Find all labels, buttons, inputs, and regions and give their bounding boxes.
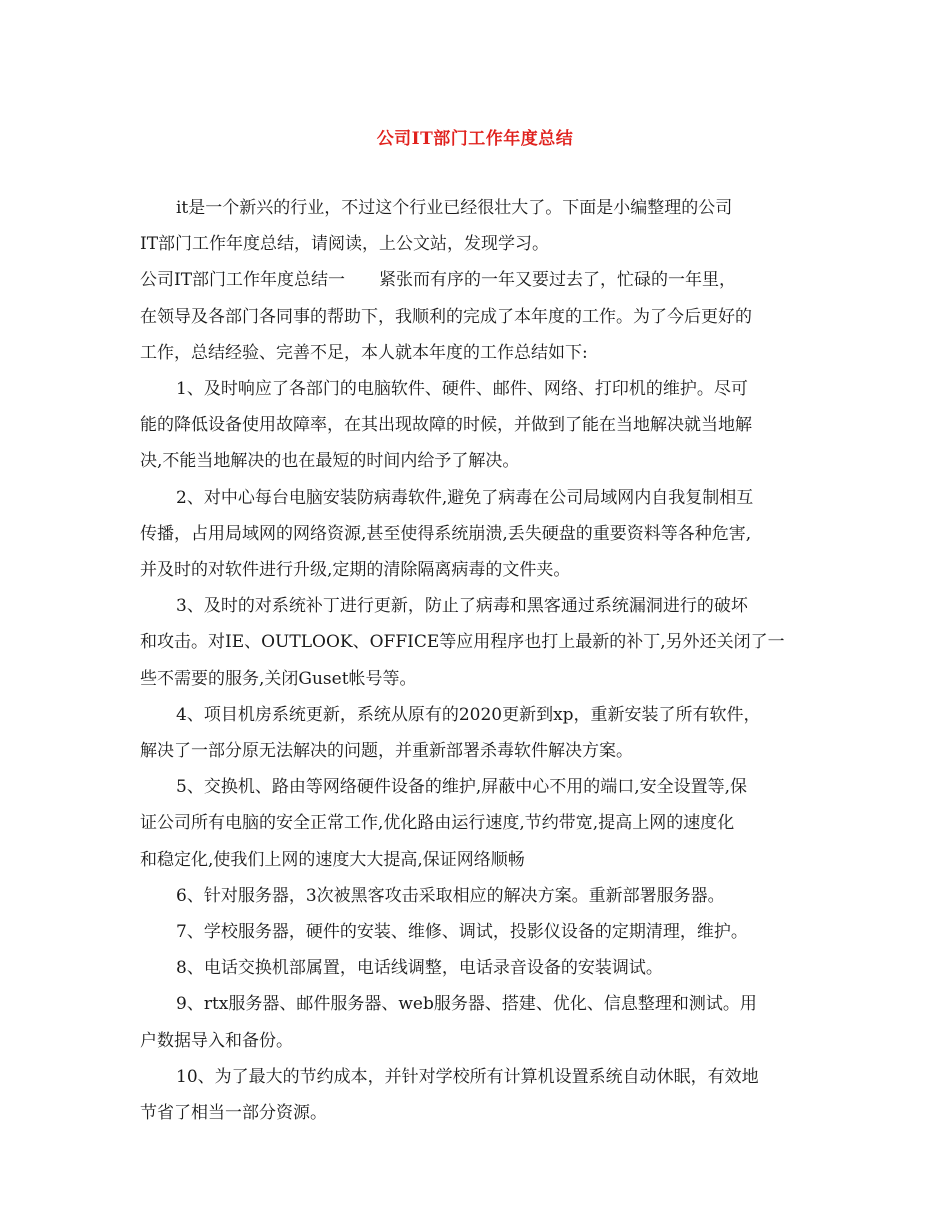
- paragraph-line: 并及时的对软件进行升级,定期的清除隔离病毒的文件夹。: [140, 560, 571, 581]
- paragraph-line: 1、及时响应了各部门的电脑软件、硬件、邮件、网络、打印机的维护。尽可: [176, 379, 748, 400]
- paragraph-line: 决,不能当地解决的也在最短的时间内给予了解决。: [140, 451, 520, 472]
- paragraph-line: 9、rtx服务器、邮件服务器、web服务器、搭建、优化、信息整理和测试。用: [176, 994, 757, 1015]
- document-title: 公司IT部门工作年度总结: [376, 129, 574, 149]
- paragraph-line: 工作，总结经验、完善不足，本人就本年度的工作总结如下:: [140, 342, 588, 363]
- paragraph-line: 传播，占用局域网的网络资源,甚至使得系统崩溃,丢失硬盘的重要资料等各种危害,: [140, 523, 752, 544]
- paragraph-line: 能的降低设备使用故障率，在其出现故障的时候，并做到了能在当地解决就当地解: [140, 415, 752, 436]
- paragraph-line: 公司IT部门工作年度总结一 紧张而有序的一年又要过去了，忙碌的一年里，: [140, 270, 737, 291]
- paragraph-line: 10、为了最大的节约成本，并针对学校所有计算机设置系统自动休眠，有效地: [176, 1066, 759, 1087]
- paragraph-line: 在领导及各部门各同事的帮助下，我顺利的完成了本年度的工作。为了今后更好的: [140, 306, 752, 327]
- paragraph-line: 解决了一部分原无法解决的问题，并重新部署杀毒软件解决方案。: [140, 741, 633, 762]
- paragraph-line: 证公司所有电脑的安全正常工作,优化路由运行速度,节约带宽,提高上网的速度化: [140, 813, 735, 834]
- paragraph-line: 户数据导入和备份。: [140, 1030, 293, 1051]
- paragraph-line: 和稳定化,使我们上网的速度大大提高,保证网络顺畅: [140, 849, 525, 870]
- paragraph-line: 8、电话交换机部属置，电话线调整，电话录音设备的安装调试。: [176, 958, 663, 979]
- paragraph-line: 5、交换机、路由等网络硬件设备的维护,屏蔽中心不用的端口,安全设置等,保: [176, 777, 748, 798]
- paragraph-line: 2、对中心每台电脑安装防病毒软件,避免了病毒在公司局域网内自我复制相互: [176, 487, 754, 508]
- paragraph-line: 些不需要的服务,关闭Guset帐号等。: [140, 668, 417, 689]
- paragraph-line: 4、项目机房系统更新，系统从原有的2020更新到xp，重新安装了所有软件，: [176, 704, 761, 725]
- paragraph-line: 和攻击。对IE、OUTLOOK、OFFICE等应用程序也打上最新的补丁,另外还关闭了一: [140, 632, 785, 653]
- paragraph-line: 3、及时的对系统补丁进行更新，防止了病毒和黑客通过系统漏洞进行的破坏: [176, 596, 748, 617]
- paragraph-line: IT部门工作年度总结，请阅读，上公文站，发现学习。: [140, 234, 550, 255]
- document-body: [140, 190, 812, 1131]
- paragraph-line: 6、针对服务器，3次被黑客攻击采取相应的解决方案。重新部署服务器。: [176, 885, 725, 906]
- paragraph-line: 节省了相当一部分资源。: [140, 1103, 327, 1124]
- paragraph-line: 7、学校服务器，硬件的安装、维修、调试，投影仪设备的定期清理，维护。: [176, 922, 748, 943]
- paragraph-line: it是一个新兴的行业，不过这个行业已经很壮大了。下面是小编整理的公司: [176, 198, 733, 218]
